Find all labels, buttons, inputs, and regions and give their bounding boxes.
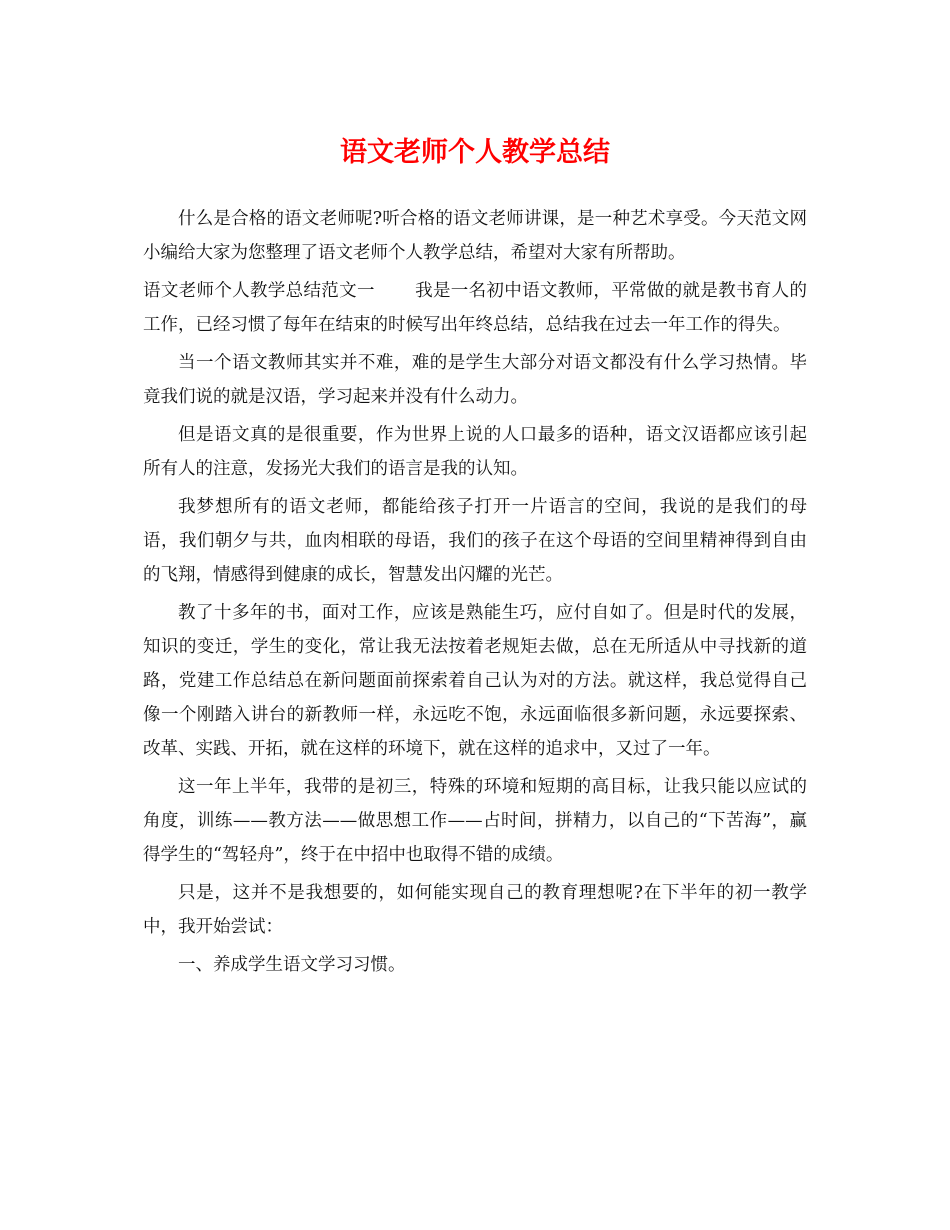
- document-title: 语文老师个人教学总结: [340, 137, 610, 168]
- paragraph: 这一年上半年，我带的是初三，特殊的环境和短期的高目标，让我只能以应试的角度，训练——教方法——做思想工作——占时间，拼精力，以自己的“下苦海”，赢得学生的“驾轻舟”，终于在中招中也取得不错的成绩。: [143, 777, 807, 865]
- paragraph-first: 我是一名初中语文教师，平常做的就是教书育人的工作，已经习惯了每年在结束的时候写出年终总结，总结我在过去一年工作的得失。: [143, 281, 808, 335]
- section-heading: 语文老师个人教学总结范文一: [143, 281, 375, 301]
- paragraph: 当一个语文教师其实并不难，难的是学生大部分对语文都没有什么学习热情。毕竟我们说的就是汉语，学习起来并没有什么动力。: [143, 353, 807, 407]
- paragraph: 教了十多年的书，面对工作，应该是熟能生巧，应付自如了。但是时代的发展，知识的变迁，学生的变化，常让我无法按着老规矩去做，总在无所适从中寻找新的道路，党建工作总结总在新问题面前探索着自己认为对的方法。就这样，我总觉得自己像一个刚踏入讲台的新教师一样，永远吃不饱，永远面临很多新问题，永远要探索、改革、实践、开拓，就在这样的环境下，就在这样的追求中，又过了一年。: [143, 603, 807, 759]
- document-body: [143, 202, 807, 986]
- paragraph-section-heading-with-text: [143, 274, 807, 342]
- paragraph-list-item: 一、养成学生语文学习习惯。: [178, 955, 406, 975]
- paragraph-intro: 什么是合格的语文老师呢?听合格的语文老师讲课，是一种艺术享受。今天范文网小编给大家为您整理了语文老师个人教学总结，希望对大家有所帮助。: [143, 209, 807, 263]
- paragraph: 只是，这并不是我想要的，如何能实现自己的教育理想呢?在下半年的初一教学中，我开始尝试：: [143, 883, 807, 937]
- paragraph: 但是语文真的是很重要，作为世界上说的人口最多的语种，语文汉语都应该引起所有人的注意，发扬光大我们的语言是我的认知。: [143, 425, 807, 479]
- paragraph: 我梦想所有的语文老师，都能给孩子打开一片语言的空间，我说的是我们的母语，我们朝夕与共，血肉相联的母语，我们的孩子在这个母语的空间里精神得到自由的飞翔，情感得到健康的成长，智慧发出闪耀的光芒。: [143, 497, 807, 585]
